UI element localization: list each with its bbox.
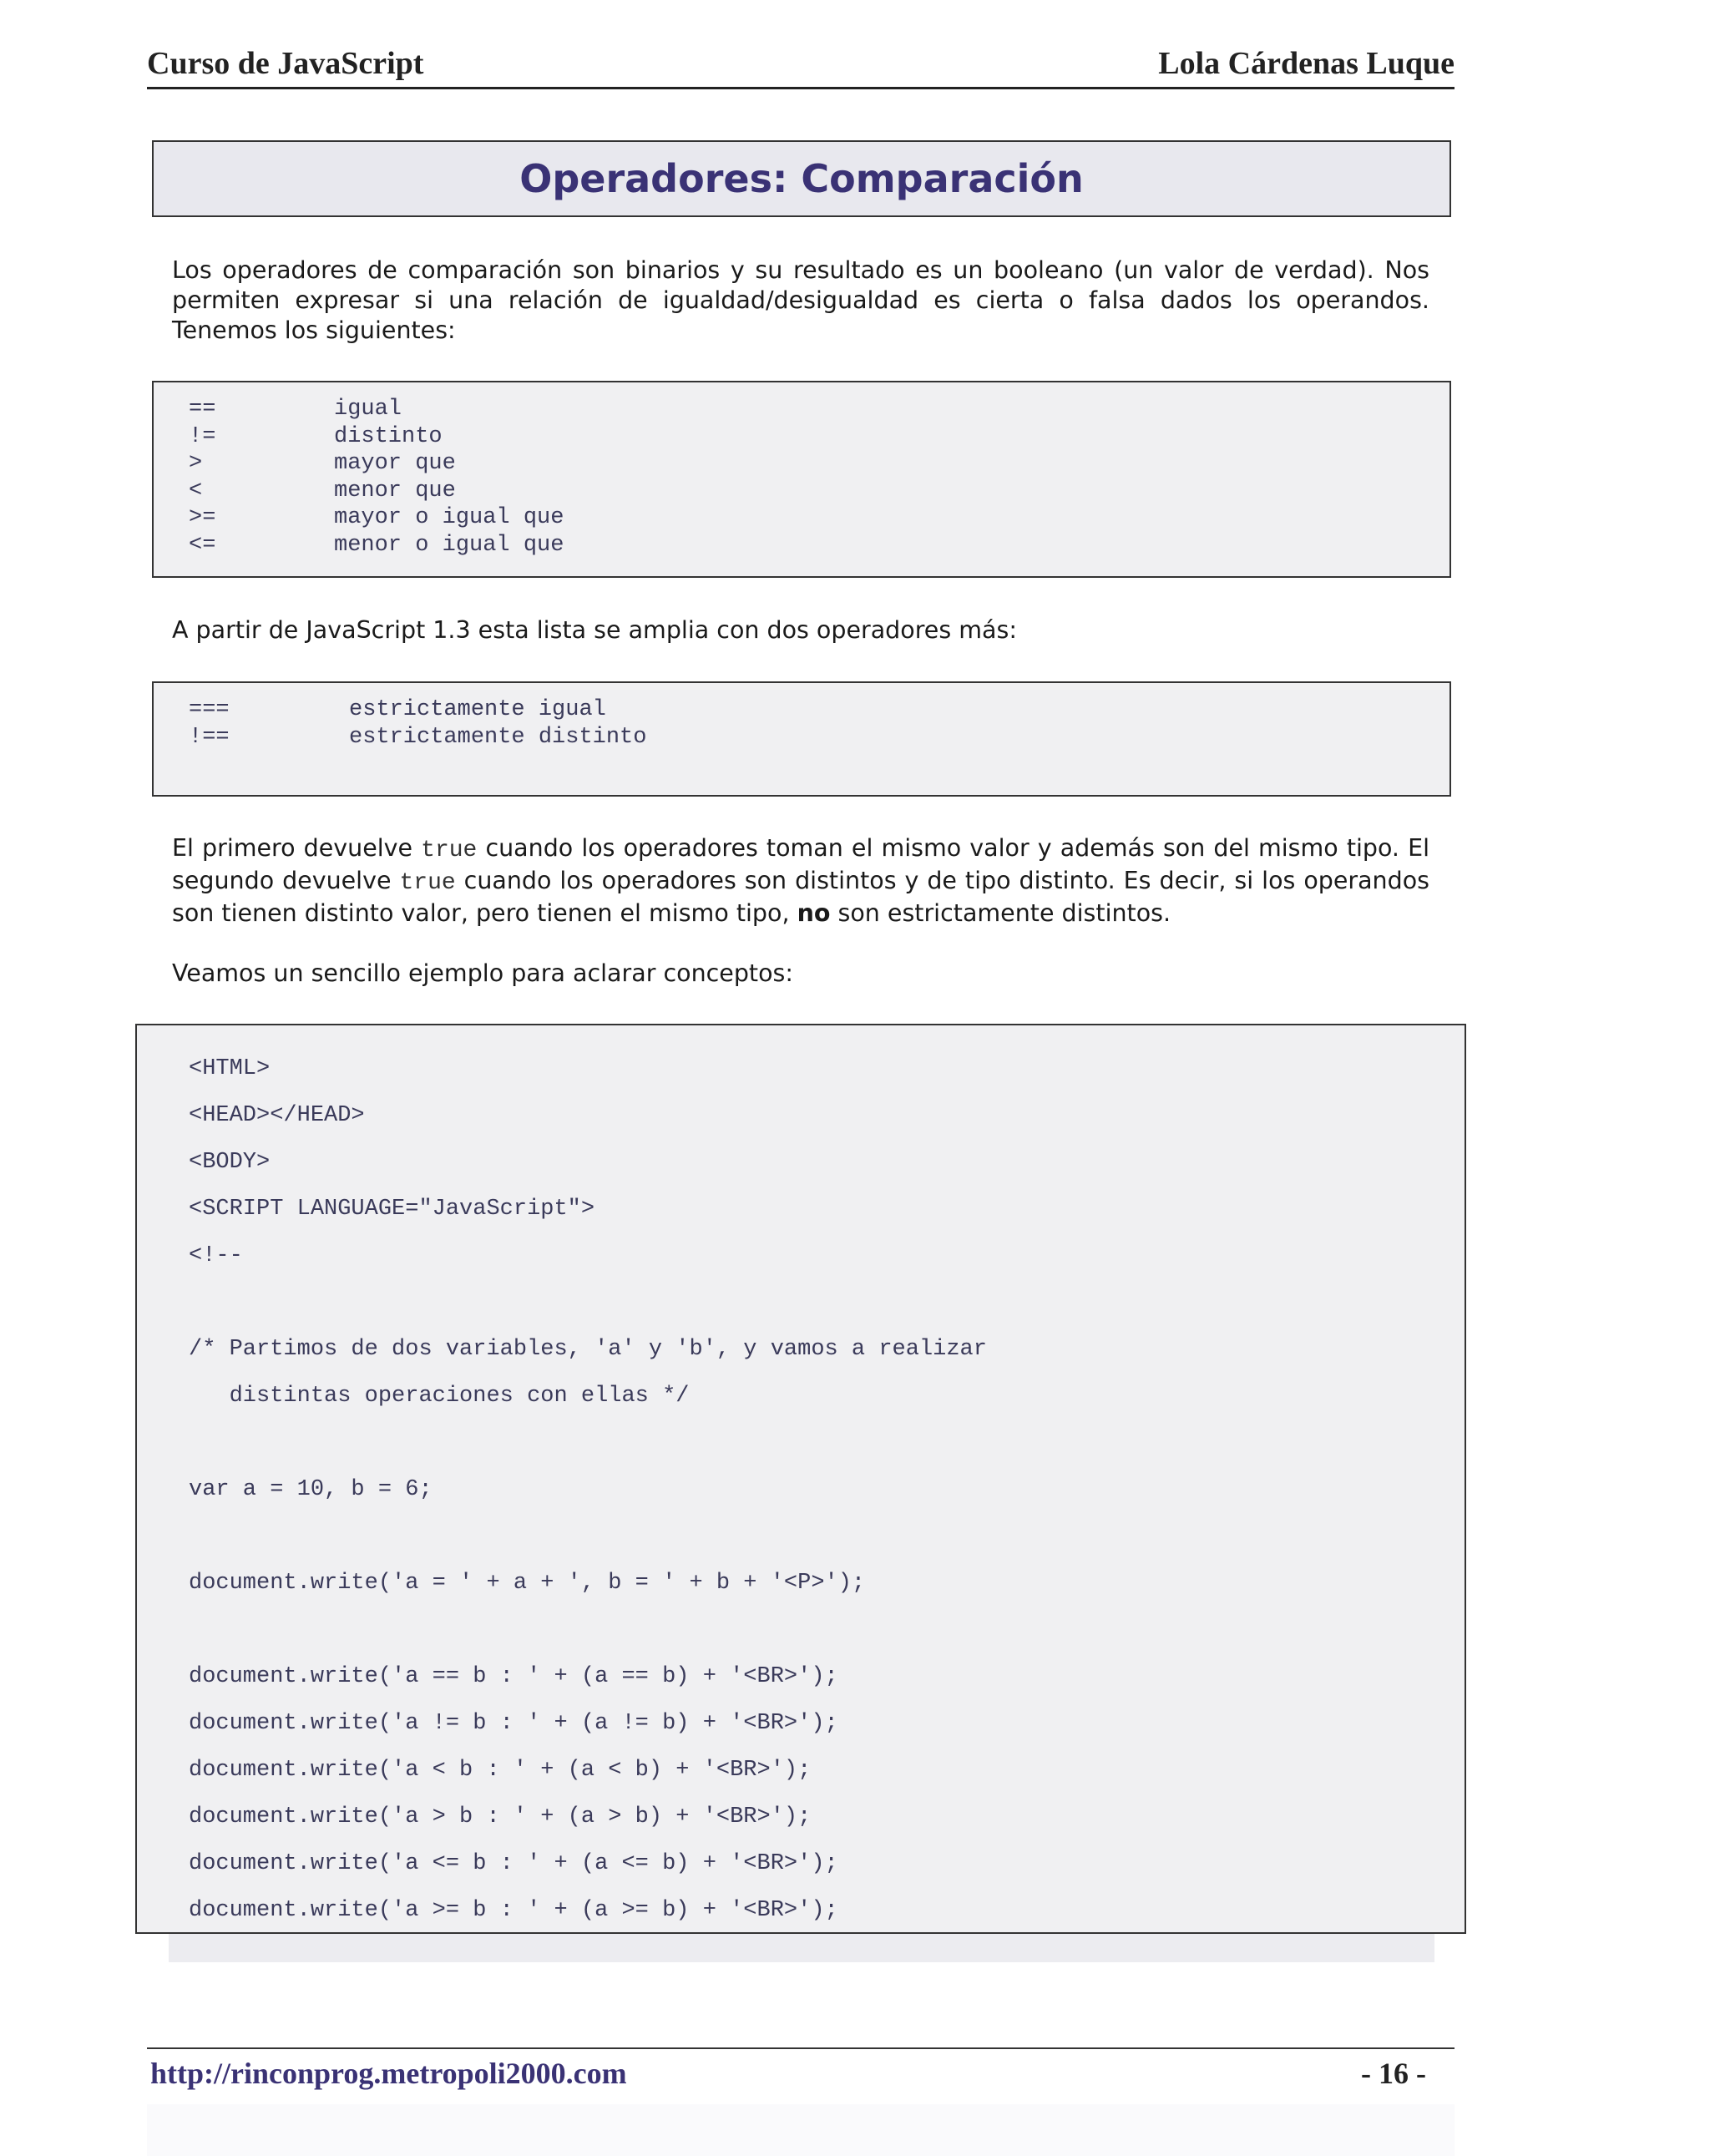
operator-description: mayor o igual que — [334, 505, 564, 530]
explanation-paragraph — [172, 833, 1429, 929]
operator-row — [154, 396, 1449, 423]
operator-symbol: < — [189, 478, 203, 504]
code-line: document.write('a > b : ' + (a > b) + '<BR>'); — [189, 1804, 812, 1830]
js13-paragraph: A partir de JavaScript 1.3 esta lista se amplia con dos operadores más: — [172, 616, 1017, 644]
operator-description: distinto — [334, 423, 443, 449]
author-name: Lola Cárdenas Luque — [1158, 46, 1455, 81]
operator-row — [154, 423, 1449, 451]
code-line: document.write('a >= b : ' + (a >= b) + '<BR>'); — [189, 1898, 838, 1923]
operator-row — [154, 478, 1449, 505]
operator-row — [154, 724, 1449, 752]
code-line: <HEAD></HEAD> — [189, 1103, 365, 1128]
strict-operators-box — [152, 681, 1451, 797]
explanation-text-2: cuando los operadores toman el mismo valor y además son del mismo tipo. El segundo devuelve — [172, 834, 1430, 894]
operator-symbol: == — [189, 397, 216, 422]
example-intro: Veamos un sencillo ejemplo para aclarar conceptos: — [172, 959, 793, 987]
operator-row — [154, 532, 1449, 559]
operator-description: menor o igual que — [334, 532, 564, 558]
code-line: /* Partimos de dos variables, 'a' y 'b', y vamos a realizar — [189, 1337, 987, 1362]
footer-background — [147, 2104, 1455, 2156]
code-line: <!-- — [189, 1243, 243, 1268]
operator-description: estrictamente distinto — [349, 724, 647, 750]
code-line: <HTML> — [189, 1056, 271, 1081]
intro-paragraph: Los operadores de comparación son binarios y su resultado es un booleano (un valor de verdad). Nos permiten expresar si una relación de igualdad/desigualdad es cierta o falsa dados los operandos. Tenemos los siguientes: — [172, 256, 1429, 344]
operator-row — [154, 696, 1449, 724]
footer-url[interactable]: http://rinconprog.metropoli2000.com — [150, 2057, 627, 2090]
operator-symbol: >= — [189, 505, 216, 530]
code-line: document.write('a < b : ' + (a < b) + '<BR>'); — [189, 1758, 812, 1783]
operator-symbol: <= — [189, 532, 216, 558]
page-number: - 16 - — [1361, 2057, 1426, 2090]
operator-description: menor que — [334, 478, 456, 504]
code-line: var a = 10, b = 6; — [189, 1477, 433, 1502]
operator-row — [154, 450, 1449, 478]
code-line: <BODY> — [189, 1150, 271, 1175]
section-title-box — [152, 140, 1451, 217]
operator-symbol: > — [189, 451, 203, 476]
bold-no: no — [797, 899, 831, 927]
page-header — [147, 43, 1455, 89]
explanation-text-4: son estrictamente distintos. — [830, 899, 1171, 927]
code-line: <SCRIPT LANGUAGE="JavaScript"> — [189, 1197, 595, 1222]
operator-symbol: != — [189, 423, 216, 449]
page-footer — [147, 2047, 1455, 2099]
operator-description: estrictamente igual — [349, 697, 606, 722]
operator-description: igual — [334, 397, 402, 422]
code-line: document.write('a <= b : ' + (a <= b) + '<BR>'); — [189, 1851, 838, 1876]
code-line: document.write('a == b : ' + (a == b) + '<BR>'); — [189, 1664, 838, 1689]
explanation-text-1: El primero devuelve — [172, 834, 422, 862]
operators-box — [152, 381, 1451, 578]
operator-symbol: !== — [189, 724, 230, 750]
code-line: document.write('a != b : ' + (a != b) + '<BR>'); — [189, 1711, 838, 1736]
code-example-box — [135, 1024, 1466, 1934]
code-line: distintas operaciones con ellas */ — [189, 1384, 690, 1409]
operator-description: mayor que — [334, 451, 456, 476]
inline-code-true: true — [421, 838, 478, 863]
code-box-shadow — [169, 1929, 1434, 1962]
inline-code-true: true — [399, 870, 456, 896]
code-line: document.write('a = ' + a + ', b = ' + b + '<P>'); — [189, 1571, 866, 1596]
operator-symbol: === — [189, 697, 230, 722]
explanation-text-3: cuando los operadores son distintos y de tipo distinto. Es decir, si los operandos son tienen distinto valor, pero tienen el mismo tipo, — [172, 867, 1429, 927]
section-title: Operadores: Comparación — [519, 156, 1084, 201]
course-title: Curso de JavaScript — [147, 46, 424, 81]
operator-row — [154, 504, 1449, 532]
